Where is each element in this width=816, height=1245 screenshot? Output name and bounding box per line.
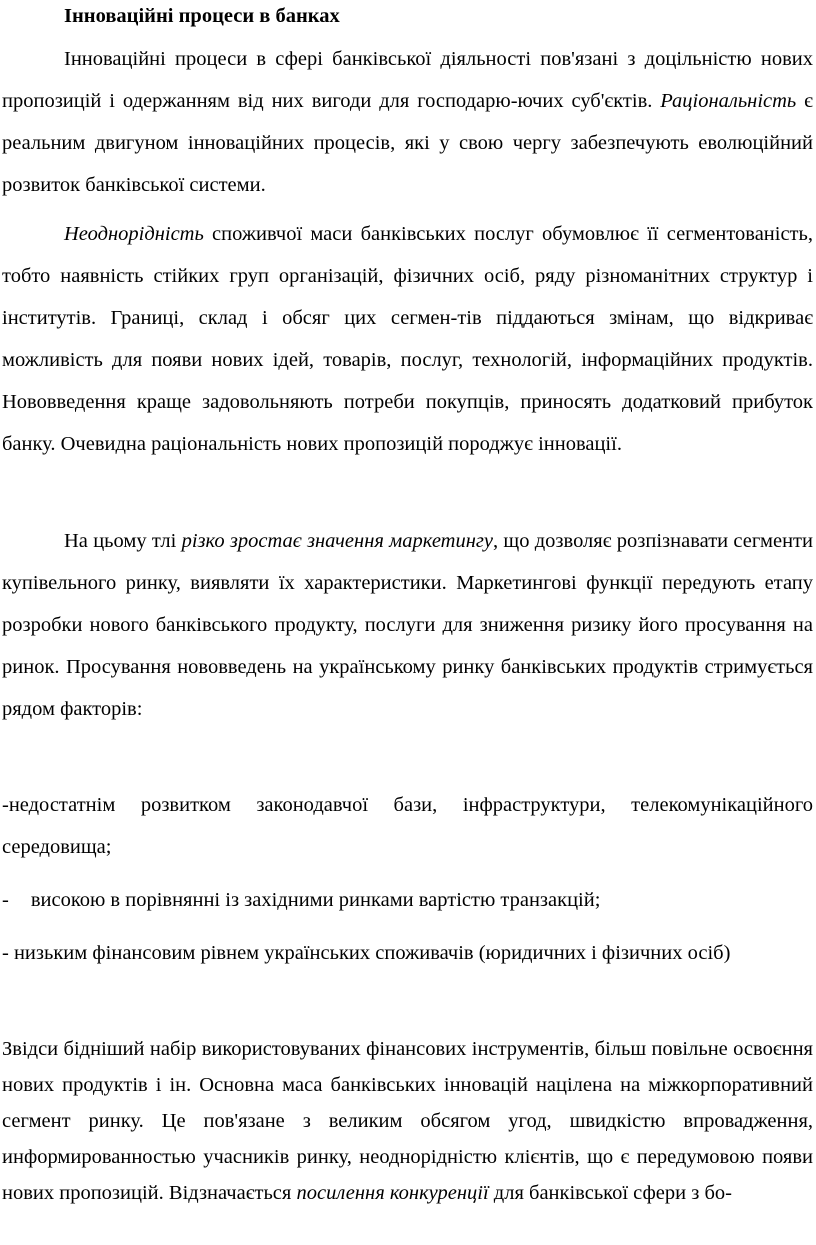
emphasis-rationality: Раціональність — [660, 90, 797, 112]
paragraph-text: високою в порівнянні із західними ринками вартістю транзакцій; — [30, 889, 601, 911]
paragraph-heterogeneity — [2, 213, 813, 465]
paragraph-text: Інноваційні процеси в сфері банківської діяльності пов'язані з доцільністю нових пропозицій і одержанням від них вигоди для господарю-ючих суб'єктів. — [2, 48, 813, 112]
bullet-dash: - — [2, 889, 9, 911]
emphasis-competition: посилення конкуренції — [296, 1182, 489, 1204]
paragraph-competition — [2, 1031, 813, 1211]
paragraph-text: Звідси бідніший набір використовуваних фінансових інструментів, більш повільне освоєння нових продуктів і ін. Основна маса банківських інновацій націлена на міжкорпоративний сегмент ринку. Це пов'язане з великим обсягом угод, швидкістю впровадження, информированностью учасників ринку, неоднорідністю клієнтів, що є передумовою появи нових пропозицій. Відзначається — [2, 1038, 813, 1204]
emphasis-heterogeneity: Неоднорідність — [64, 223, 204, 245]
paragraph-text: споживчої маси банківських послуг обумовлює її сегментованість, тобто наявність стійких груп організацій, фізичних осіб, ряду різноманітних структур і інститутів. Границі, склад і обсяг цих сегмен-тів піддаються змінам, що відкриває можливість для появи нових ідей, товарів, послуг, технологій, інформаційних продуктів. Нововведення краще задовольняють потреби покупців, приносять додатковий прибуток банку. Очевидна раціональність нових пропозицій породжує інновації. — [2, 223, 813, 455]
paragraph-text: На цьому тлі — [64, 530, 182, 552]
page-title: Інноваційні процеси в банках — [64, 5, 340, 27]
bullet-item-transactions — [2, 879, 813, 921]
paragraph-text: є реальним двигуном інноваційних процесів, які у свою чергу забезпечують еволюційний розвиток банківської системи. — [2, 90, 813, 196]
paragraph-text: для банківської сфери з бо- — [488, 1182, 732, 1204]
paragraph-marketing — [2, 520, 813, 730]
paragraph-text: , що дозволяє розпізнавати сегменти купівельного ринку, виявляти їх характеристики. Маркетингові функції передують етапу розробки нового банківського продукту, послуги для зниження ризику його просування на ринок. Просування нововведень на українському ринку банківських продуктів стримується рядом факторів: — [2, 530, 813, 720]
emphasis-marketing: різко зростає значення маркетингу — [181, 530, 493, 552]
bullet-item-legislation: -недостатнім розвитком законодавчої бази, інфраструктури, телекомунікаційного середовища; — [2, 794, 813, 858]
bullet-item-consumers: - низьким фінансовим рівнем українських споживачів (юридичних і фізичних осіб) — [2, 942, 731, 964]
paragraph-rationality — [2, 38, 813, 206]
